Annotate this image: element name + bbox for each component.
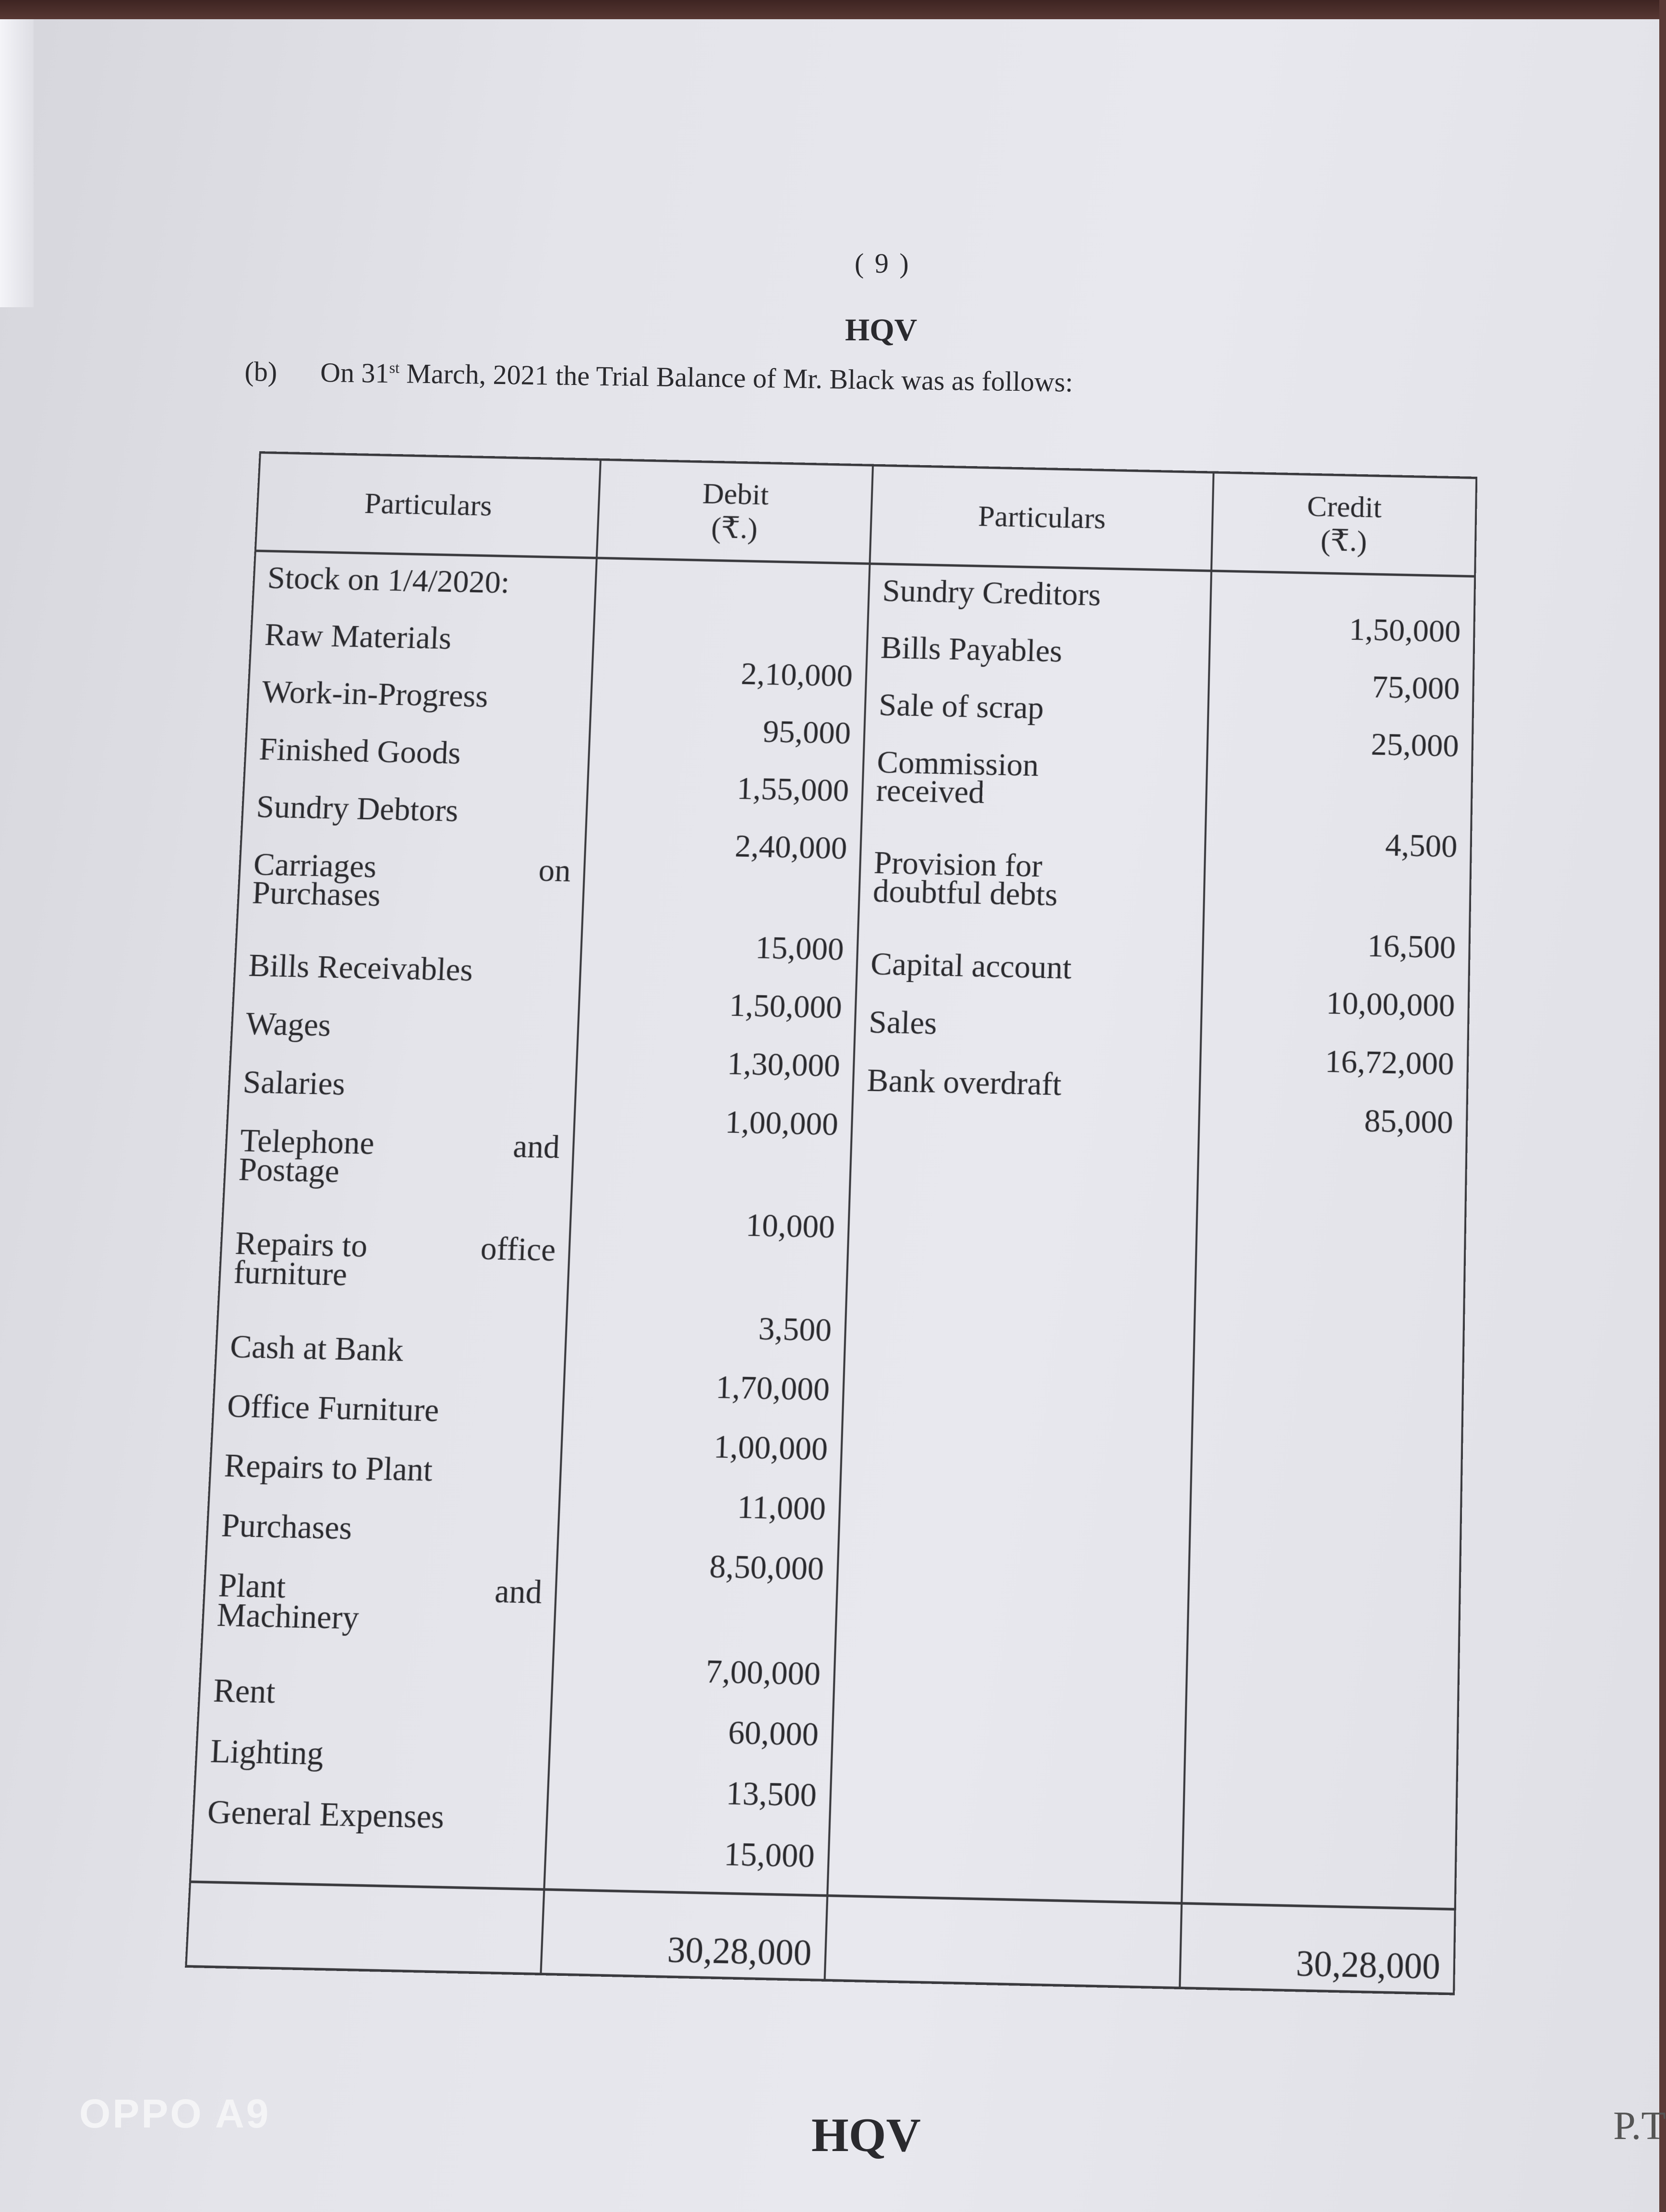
total-empty-left: [186, 1882, 544, 1974]
debit-particular: Carriages on Purchases: [251, 846, 572, 914]
debit-amount: 3,500: [758, 1310, 833, 1349]
debit-amount: 10,000: [745, 1207, 836, 1245]
credit-amount: 25,000: [1370, 726, 1460, 764]
debit-particular: Repairs to office furniture: [233, 1225, 556, 1293]
debit-amount: 95,000: [762, 713, 852, 751]
credit-particular: Bank overdraft: [866, 1062, 1062, 1103]
paper-code-bottom: HQV: [811, 2108, 921, 2162]
debit-particular: Stock on 1/4/2020:: [266, 560, 510, 601]
question-label: (b): [244, 355, 278, 387]
table-body-row: [190, 551, 1475, 1909]
debit-amount: 7,00,000: [705, 1652, 821, 1693]
debit-amounts-column: [544, 558, 869, 1896]
debit-amount: [607, 571, 856, 633]
debit-particular: Work-in-Progress: [261, 674, 489, 714]
question-text-before: On 31: [320, 357, 389, 389]
debit-particular: Repairs to Plant: [223, 1447, 434, 1489]
header-particulars-left: Particulars: [255, 453, 601, 558]
debit-amount: 13,500: [725, 1774, 818, 1814]
credit-particulars-column: [827, 564, 1211, 1903]
debit-particular: Office Furniture: [226, 1387, 440, 1429]
header-credit: [1211, 472, 1476, 577]
credit-amount: 85,000: [1364, 1102, 1454, 1141]
header-debit: [597, 459, 873, 564]
debit-particular: Sundry Debtors: [255, 788, 459, 829]
credit-particular: Capital account: [870, 946, 1072, 986]
debit-particular: Finished Goods: [258, 731, 462, 771]
debit-amount: 60,000: [727, 1713, 820, 1754]
credit-amount: 75,000: [1372, 669, 1461, 707]
debit-particular: Telephone and Postage: [238, 1122, 561, 1190]
total-credit: 30,28,000: [1180, 1903, 1455, 1994]
question-text-after: March, 2021 the Trial Balance of Mr. Black was as follows:: [399, 358, 1074, 398]
debit-amount: 1,70,000: [715, 1369, 831, 1408]
total-empty-right: [825, 1896, 1182, 1988]
debit-amount: 15,000: [723, 1835, 816, 1875]
debit-amount: 15,000: [755, 929, 845, 968]
debit-amount: 11,000: [736, 1488, 827, 1527]
header-credit-label: Credit: [1306, 490, 1382, 524]
paper-edge: [0, 19, 34, 307]
credit-particular: Bills Payables: [880, 630, 1063, 669]
debit-particular: Raw Materials: [264, 617, 452, 656]
credit-particular: Sale of scrap: [878, 687, 1044, 726]
page-number: ( 9 ): [855, 248, 911, 279]
debit-particular: Plant and Machinery: [216, 1566, 543, 1637]
credit-particular: Commission received: [875, 744, 1039, 811]
debit-amount: 1,55,000: [736, 770, 850, 809]
debit-amount: 8,50,000: [709, 1548, 825, 1587]
credit-particular: Sundry Creditors: [881, 573, 1101, 613]
header-particulars-right: Particulars: [870, 465, 1214, 571]
credit-amount: 16,72,000: [1325, 1043, 1455, 1082]
debit-particular: Lighting: [209, 1732, 325, 1772]
debit-particular: Bills Receivables: [248, 947, 474, 988]
header-debit-label: Debit: [701, 477, 770, 511]
credit-particular: Provision for doubtful debts: [872, 844, 1058, 913]
pto-marker: P.T: [1613, 2104, 1666, 2148]
debit-particulars-column: [190, 551, 597, 1889]
debit-particular: Rent: [212, 1671, 277, 1711]
debit-amount: 1,00,000: [724, 1104, 839, 1142]
credit-amount: 16,500: [1367, 927, 1456, 966]
debit-particular: General Expenses: [206, 1793, 445, 1836]
header-debit-unit: (₹.): [711, 511, 759, 545]
debit-amount: 2,10,000: [740, 656, 854, 694]
debit-amount: 2,40,000: [734, 828, 848, 866]
credit-amount: 10,00,000: [1326, 985, 1455, 1024]
camera-watermark: OPPO A9: [79, 2091, 271, 2136]
credit-particular: Sales: [868, 1004, 938, 1042]
debit-particular: Wages: [245, 1005, 332, 1044]
debit-amount: 1,50,000: [728, 987, 843, 1026]
credit-amounts-column: [1182, 571, 1475, 1909]
debit-amount: 1,30,000: [726, 1045, 841, 1084]
paper-code-top: HQV: [845, 313, 918, 348]
credit-amount: 4,500: [1385, 827, 1458, 865]
trial-balance-table-wrap: [185, 451, 1477, 1995]
trial-balance-table: [185, 451, 1477, 1995]
debit-particular: Purchases: [220, 1506, 353, 1547]
debit-amount: 1,00,000: [713, 1428, 829, 1468]
total-debit: 30,28,000: [541, 1889, 827, 1980]
header-credit-unit: (₹.): [1320, 524, 1367, 558]
debit-particular: Salaries: [242, 1064, 346, 1102]
debit-particular: Cash at Bank: [229, 1328, 404, 1369]
question-superscript: st: [389, 359, 400, 376]
credit-amount: 1,50,000: [1349, 612, 1461, 649]
